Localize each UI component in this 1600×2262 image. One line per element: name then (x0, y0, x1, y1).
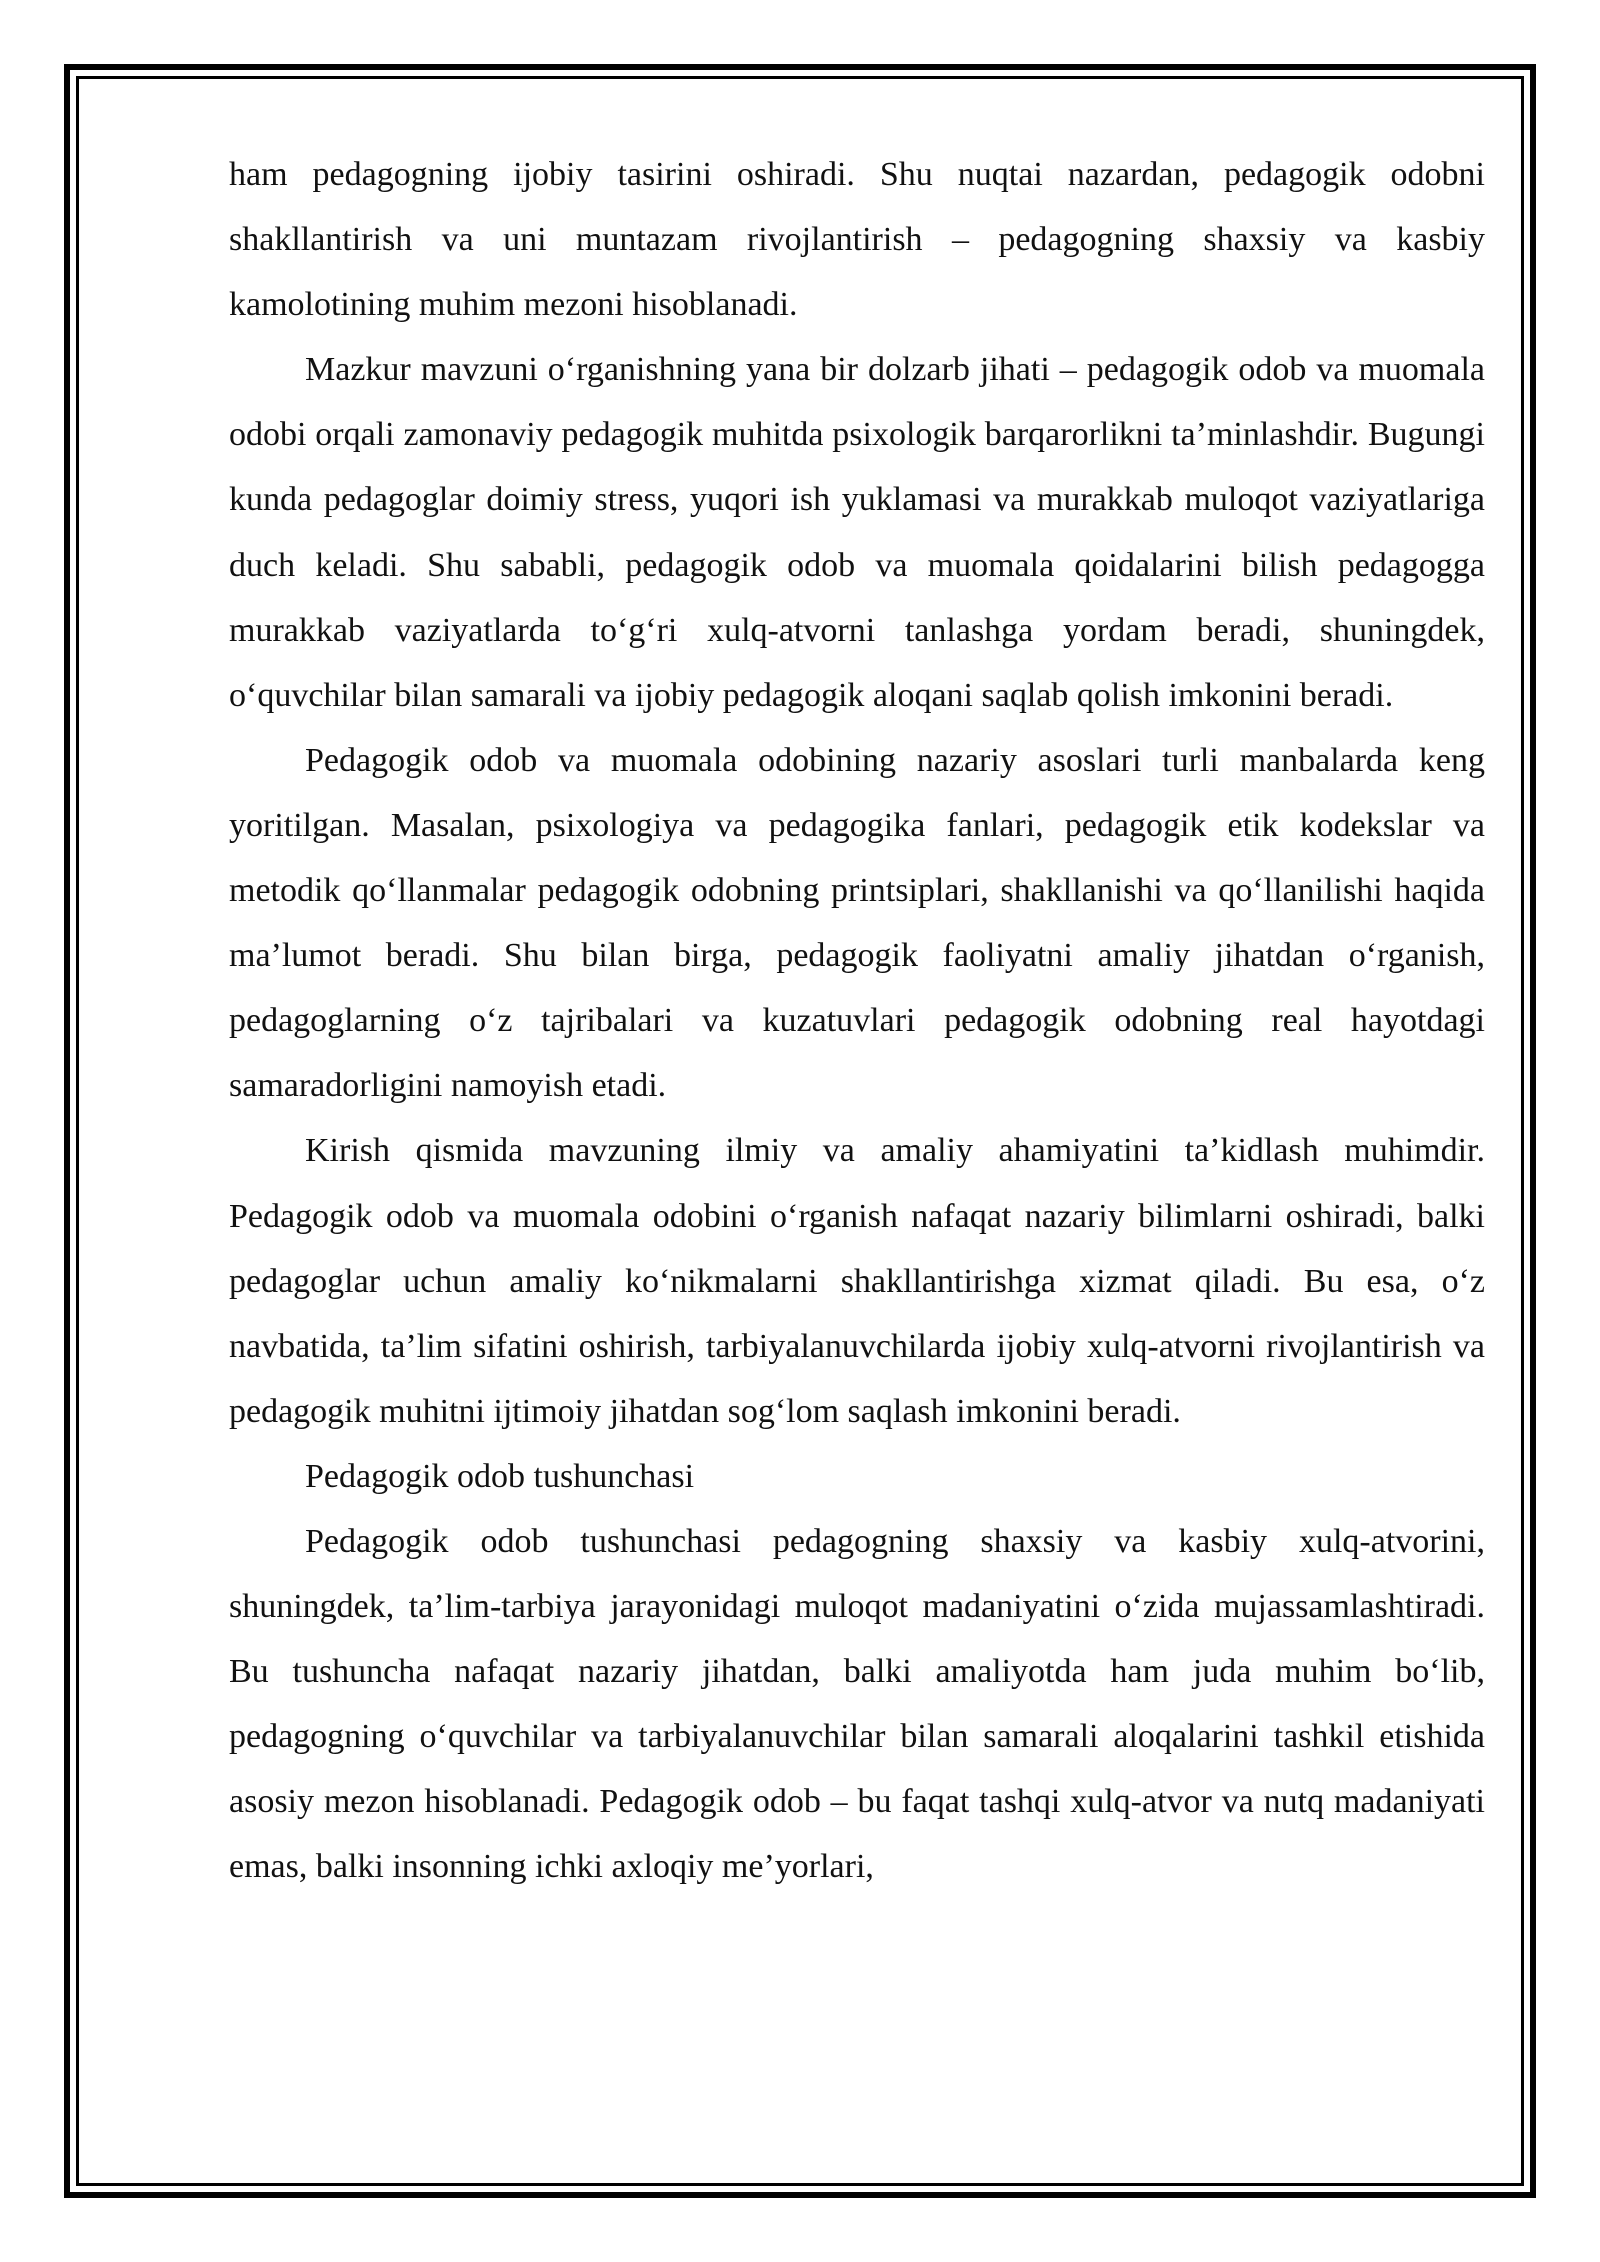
paragraph-3: Pedagogik odob va muomala odobining nazariy asoslari turli manbalarda keng yoritilgan. Masalan, psixologiya va pedagogika fanlari, pedagogik etik kodekslar va metodik qoʻllanmalar pedagogik odobning printsiplari, shakllanishi va qoʻllanilishi haqida ma’lumot beradi. Shu bilan birga, pedagogik faoliyatni amaliy jihatdan oʻrganish, pedagoglarning oʻz tajribalari va kuzatuvlari pedagogik odobning real hayotdagi samaradorligini namoyish etadi. (229, 741, 1485, 1105)
paragraph-2: Mazkur mavzuni oʻrganishning yana bir dolzarb jihati – pedagogik odob va muomala odobi orqali zamonaviy pedagogik muhitda psixologik barqarorlikni ta’minlashdir. Bugungi kunda pedagoglar doimiy stress, yuqori ish yuklamasi va murakkab muloqot vaziyatlariga duch keladi. Shu sababli, pedagogik odob va muomala qoidalarini bilish pedagogga murakkab vaziyatlarda toʻgʻri xulq-atvorni tanlashga yordam beradi, shuningdek, oʻquvchilar bilan samarali va ijobiy pedagogik aloqani saqlab qolish imkonini beradi. (229, 351, 1485, 714)
paragraph-5: Pedagogik odob tushunchasi pedagogning shaxsiy va kasbiy xulq-atvorini, shuningdek, ta’lim-tarbiya jarayonidagi muloqot madaniyatini oʻzida mujassamlashtiradi. Bu tushuncha nafaqat nazariy jihatdan, balki amaliyotda ham juda muhim boʻlib, pedagogning oʻquvchilar va tarbiyalanuvchilar bilan samarali aloqalarini tashkil etishida asosiy mezon hisoblanadi. Pedagogik odob – bu faqat tashqi xulq-atvor va nutq madaniyati emas, balki insonning ichki axloqiy me’yorlari, (229, 1522, 1485, 1886)
document-body (229, 142, 1485, 1900)
paragraph-4: Kirish qismida mavzuning ilmiy va amaliy ahamiyatini ta’kidlash muhimdir. Pedagogik odob va muomala odobini oʻrganish nafaqat nazariy bilimlarni oshiradi, balki pedagoglar uchun amaliy koʻnikmalarni shakllantirishga xizmat qiladi. Bu esa, oʻz navbatida, ta’lim sifatini oshirish, tarbiyalanuvchilarda ijobiy xulq-atvorni rivojlantirish va pedagogik muhitni ijtimoiy jihatdan sogʻlom saqlash imkonini beradi. (229, 1132, 1485, 1430)
paragraph-1: ham pedagogning ijobiy tasirini oshiradi. Shu nuqtai nazardan, pedagogik odobni shakllantirish va uni muntazam rivojlantirish – pedagogning shaxsiy va kasbiy kamolotining muhim mezoni hisoblanadi. (229, 156, 1485, 324)
section-heading: Pedagogik odob tushunchasi (305, 1457, 695, 1495)
